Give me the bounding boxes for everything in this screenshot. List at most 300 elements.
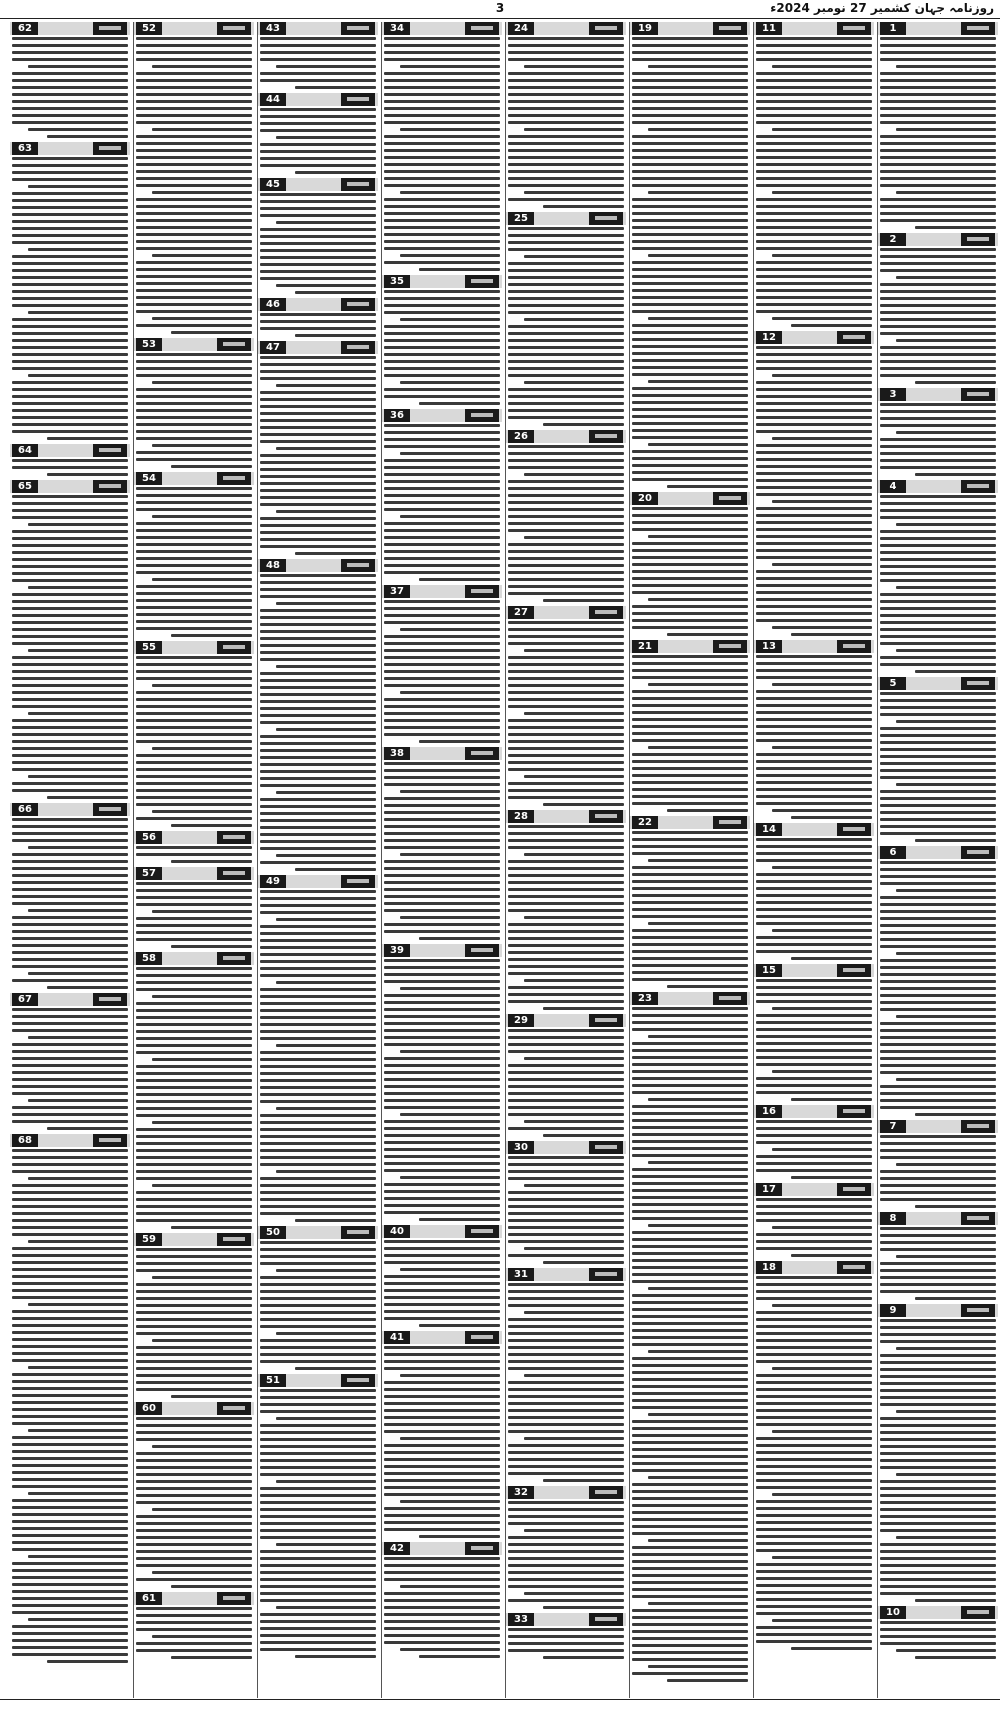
text-line bbox=[632, 1399, 748, 1402]
text-line bbox=[756, 1388, 872, 1391]
news-item bbox=[382, 1225, 502, 1327]
text-line bbox=[632, 1301, 748, 1304]
text-line bbox=[384, 360, 500, 363]
text-line bbox=[508, 1402, 624, 1405]
text-line bbox=[524, 853, 624, 856]
text-line bbox=[880, 1191, 996, 1194]
text-line bbox=[384, 1078, 500, 1081]
news-item-body bbox=[878, 1227, 998, 1300]
text-line bbox=[384, 712, 500, 715]
text-line bbox=[524, 1120, 624, 1123]
text-line bbox=[12, 1254, 128, 1257]
text-line bbox=[880, 1564, 996, 1567]
text-line bbox=[136, 882, 252, 885]
text-line bbox=[880, 1585, 996, 1588]
text-line bbox=[915, 226, 996, 229]
text-line bbox=[632, 1525, 748, 1528]
text-line bbox=[136, 240, 252, 243]
text-line bbox=[632, 366, 748, 369]
news-item-header bbox=[134, 1592, 254, 1605]
text-line bbox=[632, 1133, 748, 1136]
text-line bbox=[12, 1092, 128, 1095]
text-line bbox=[880, 1269, 996, 1272]
text-line bbox=[756, 1605, 872, 1608]
news-item-header bbox=[506, 212, 626, 225]
news-item-body bbox=[506, 1283, 626, 1482]
text-line bbox=[632, 226, 748, 229]
text-line bbox=[756, 1247, 872, 1250]
text-line bbox=[880, 516, 996, 519]
text-line bbox=[508, 114, 624, 117]
text-line bbox=[880, 804, 996, 807]
text-line bbox=[508, 642, 624, 645]
text-line bbox=[880, 642, 996, 645]
news-item-number: 6 bbox=[880, 846, 906, 859]
text-line bbox=[136, 917, 252, 920]
news-logo-icon bbox=[589, 1486, 623, 1499]
text-line bbox=[28, 374, 128, 377]
text-line bbox=[12, 1212, 128, 1215]
news-item-header bbox=[382, 1225, 502, 1238]
text-line bbox=[880, 1508, 996, 1511]
text-line bbox=[384, 1141, 500, 1144]
text-line bbox=[756, 676, 872, 679]
text-line bbox=[384, 1008, 500, 1011]
news-item-body bbox=[878, 861, 998, 1116]
news-item-body bbox=[754, 979, 874, 1101]
text-line bbox=[260, 320, 376, 323]
news-item-body bbox=[878, 1319, 998, 1602]
news-item bbox=[382, 747, 502, 940]
text-line bbox=[260, 193, 376, 196]
text-line bbox=[756, 121, 872, 124]
text-line bbox=[880, 1135, 996, 1138]
text-line bbox=[12, 367, 128, 370]
news-logo-icon bbox=[341, 178, 375, 191]
text-line bbox=[756, 535, 872, 538]
news-logo-icon bbox=[589, 22, 623, 35]
text-line bbox=[12, 1604, 128, 1607]
text-line bbox=[152, 254, 252, 257]
text-line bbox=[12, 79, 128, 82]
news-item-header bbox=[878, 677, 998, 690]
text-line bbox=[260, 1403, 376, 1406]
text-line bbox=[152, 65, 252, 68]
text-line bbox=[136, 1417, 252, 1420]
text-line bbox=[12, 1646, 128, 1649]
text-line bbox=[384, 184, 500, 187]
news-item-number: 66 bbox=[12, 803, 38, 816]
text-line bbox=[896, 720, 996, 723]
text-line bbox=[772, 317, 872, 320]
news-logo-icon bbox=[589, 212, 623, 225]
text-line bbox=[136, 656, 252, 659]
text-line bbox=[543, 803, 624, 806]
text-line bbox=[632, 528, 748, 531]
news-item-header bbox=[506, 1613, 626, 1626]
text-line bbox=[295, 552, 376, 555]
text-line bbox=[508, 874, 624, 877]
text-line bbox=[756, 1056, 872, 1059]
text-line bbox=[384, 346, 500, 349]
news-item bbox=[878, 677, 998, 842]
text-line bbox=[508, 867, 624, 870]
text-line bbox=[756, 690, 872, 693]
text-line bbox=[12, 747, 128, 750]
text-line bbox=[260, 763, 376, 766]
text-line bbox=[756, 852, 872, 855]
text-line bbox=[260, 651, 376, 654]
text-line bbox=[12, 1247, 128, 1250]
text-line bbox=[508, 72, 624, 75]
news-item-header bbox=[10, 803, 130, 816]
text-line bbox=[260, 1564, 376, 1567]
text-line bbox=[880, 1092, 996, 1095]
text-line bbox=[772, 683, 872, 686]
text-line bbox=[880, 1071, 996, 1074]
news-item-header bbox=[258, 22, 378, 35]
text-line bbox=[648, 683, 748, 686]
text-line bbox=[136, 1325, 252, 1328]
text-line bbox=[260, 122, 376, 125]
text-line bbox=[508, 100, 624, 103]
text-line bbox=[384, 1571, 500, 1574]
text-line bbox=[508, 227, 624, 230]
news-item-number: 46 bbox=[260, 298, 286, 311]
text-line bbox=[880, 1459, 996, 1462]
text-line bbox=[756, 1570, 872, 1573]
text-line bbox=[756, 107, 872, 110]
text-line bbox=[136, 275, 252, 278]
text-line bbox=[508, 1423, 624, 1426]
text-line bbox=[276, 1107, 376, 1110]
text-line bbox=[508, 564, 624, 567]
news-item-number: 62 bbox=[12, 22, 38, 35]
text-line bbox=[524, 128, 624, 131]
text-line bbox=[648, 1350, 748, 1353]
text-line bbox=[632, 845, 748, 848]
text-line bbox=[756, 1465, 872, 1468]
text-line bbox=[756, 1591, 872, 1594]
text-line bbox=[524, 775, 624, 778]
news-item bbox=[10, 993, 130, 1130]
text-line bbox=[508, 944, 624, 947]
text-line bbox=[12, 930, 128, 933]
text-line bbox=[772, 437, 872, 440]
text-line bbox=[384, 1367, 500, 1370]
text-line bbox=[880, 593, 996, 596]
text-line bbox=[632, 880, 748, 883]
text-line bbox=[384, 649, 500, 652]
text-line bbox=[632, 781, 748, 784]
text-line bbox=[880, 1382, 996, 1385]
news-column bbox=[381, 22, 502, 1698]
text-line bbox=[260, 468, 376, 471]
text-line bbox=[260, 1037, 376, 1040]
text-line bbox=[632, 626, 748, 629]
text-line bbox=[12, 44, 128, 47]
text-line bbox=[880, 1241, 996, 1244]
text-line bbox=[12, 290, 128, 293]
text-line bbox=[12, 1064, 128, 1067]
text-line bbox=[136, 522, 252, 525]
text-line bbox=[632, 1462, 748, 1465]
text-line bbox=[756, 760, 872, 763]
text-line bbox=[880, 755, 996, 758]
text-line bbox=[12, 614, 128, 617]
text-line bbox=[632, 1483, 748, 1486]
text-line bbox=[756, 753, 872, 756]
text-line bbox=[632, 767, 748, 770]
text-line bbox=[136, 1177, 252, 1180]
text-line bbox=[508, 1472, 624, 1475]
news-logo-icon bbox=[465, 1225, 499, 1238]
text-line bbox=[260, 1142, 376, 1145]
text-line bbox=[12, 537, 128, 540]
text-line bbox=[756, 1458, 872, 1461]
text-line bbox=[508, 1536, 624, 1539]
text-line bbox=[136, 310, 252, 313]
text-line bbox=[12, 1268, 128, 1271]
text-line bbox=[260, 37, 376, 40]
text-line bbox=[384, 1557, 500, 1560]
text-line bbox=[880, 1085, 996, 1088]
news-logo-icon bbox=[589, 430, 623, 443]
text-line bbox=[260, 1079, 376, 1082]
text-line bbox=[632, 37, 748, 40]
text-line bbox=[260, 1093, 376, 1096]
text-line bbox=[791, 1254, 872, 1257]
text-line bbox=[880, 1557, 996, 1560]
text-line bbox=[136, 529, 252, 532]
news-item-header bbox=[258, 559, 378, 572]
news-item-number: 56 bbox=[136, 831, 162, 844]
text-line bbox=[260, 545, 376, 548]
text-line bbox=[756, 1063, 872, 1066]
news-item-number: 27 bbox=[508, 606, 534, 619]
text-line bbox=[12, 923, 128, 926]
news-item-number: 59 bbox=[136, 1233, 162, 1246]
text-line bbox=[12, 1401, 128, 1404]
text-line bbox=[543, 1007, 624, 1010]
news-item-number: 4 bbox=[880, 480, 906, 493]
text-line bbox=[756, 493, 872, 496]
text-line bbox=[136, 374, 252, 377]
news-item-number: 61 bbox=[136, 1592, 162, 1605]
text-line bbox=[756, 1528, 872, 1531]
news-logo-icon bbox=[341, 1226, 375, 1239]
text-line bbox=[12, 621, 128, 624]
text-line bbox=[880, 1248, 996, 1251]
text-line bbox=[136, 691, 252, 694]
text-line bbox=[508, 1177, 624, 1180]
text-line bbox=[508, 241, 624, 244]
text-line bbox=[12, 1380, 128, 1383]
text-line bbox=[508, 58, 624, 61]
text-line bbox=[384, 874, 500, 877]
text-line bbox=[508, 1557, 624, 1560]
text-line bbox=[28, 311, 128, 314]
text-line bbox=[12, 656, 128, 659]
news-item-body bbox=[134, 882, 254, 948]
text-line bbox=[508, 339, 624, 342]
news-item-header bbox=[134, 867, 254, 880]
text-line bbox=[260, 1620, 376, 1623]
text-line bbox=[880, 219, 996, 222]
text-line bbox=[384, 635, 500, 638]
text-line bbox=[260, 517, 376, 520]
text-line bbox=[12, 1275, 128, 1278]
text-line bbox=[12, 1352, 128, 1355]
text-line bbox=[880, 1036, 996, 1039]
text-line bbox=[772, 1070, 872, 1073]
text-line bbox=[632, 114, 748, 117]
text-line bbox=[152, 317, 252, 320]
text-line bbox=[632, 795, 748, 798]
text-line bbox=[400, 987, 500, 990]
text-line bbox=[276, 665, 376, 668]
news-item-body bbox=[506, 445, 626, 602]
text-line bbox=[384, 1317, 500, 1320]
news-logo-icon bbox=[341, 559, 375, 572]
text-line bbox=[772, 809, 872, 812]
news-item-number: 58 bbox=[136, 952, 162, 965]
text-line bbox=[384, 1296, 500, 1299]
text-line bbox=[136, 1255, 252, 1258]
text-line bbox=[136, 1628, 252, 1631]
text-line bbox=[136, 423, 252, 426]
news-item-number: 26 bbox=[508, 430, 534, 443]
text-line bbox=[756, 1381, 872, 1384]
text-line bbox=[384, 156, 500, 159]
text-line bbox=[400, 1050, 500, 1053]
text-line bbox=[12, 1436, 128, 1439]
text-line bbox=[756, 416, 872, 419]
news-logo-icon bbox=[713, 640, 747, 653]
text-line bbox=[136, 72, 252, 75]
text-line bbox=[543, 1134, 624, 1137]
news-column bbox=[10, 22, 130, 1698]
text-line bbox=[136, 768, 252, 771]
text-line bbox=[384, 1592, 500, 1595]
text-line bbox=[632, 718, 748, 721]
text-line bbox=[384, 1423, 500, 1426]
text-line bbox=[136, 58, 252, 61]
text-line bbox=[136, 37, 252, 40]
news-item-body bbox=[134, 487, 254, 637]
text-line bbox=[772, 1226, 872, 1229]
news-item-header bbox=[878, 1304, 998, 1317]
news-item-number: 67 bbox=[12, 993, 38, 1006]
text-line bbox=[136, 1480, 252, 1483]
text-line bbox=[260, 256, 376, 259]
text-line bbox=[12, 1394, 128, 1397]
text-line bbox=[384, 980, 500, 983]
news-item bbox=[754, 1105, 874, 1179]
text-line bbox=[12, 1464, 128, 1467]
text-line bbox=[12, 423, 128, 426]
text-line bbox=[508, 550, 624, 553]
text-line bbox=[384, 529, 500, 532]
text-line bbox=[136, 1649, 252, 1652]
text-line bbox=[384, 233, 500, 236]
text-line bbox=[260, 1072, 376, 1075]
text-line bbox=[171, 824, 252, 827]
text-line bbox=[756, 163, 872, 166]
text-line bbox=[12, 107, 128, 110]
text-line bbox=[508, 325, 624, 328]
text-line bbox=[508, 1127, 624, 1130]
text-line bbox=[12, 495, 128, 498]
text-line bbox=[276, 136, 376, 139]
text-line bbox=[632, 1266, 748, 1269]
news-logo-icon bbox=[589, 1268, 623, 1281]
text-line bbox=[12, 684, 128, 687]
text-line bbox=[260, 1325, 376, 1328]
text-line bbox=[756, 226, 872, 229]
text-line bbox=[136, 1219, 252, 1222]
text-line bbox=[136, 1297, 252, 1300]
text-line bbox=[400, 790, 500, 793]
text-line bbox=[136, 889, 252, 892]
text-line bbox=[880, 502, 996, 505]
text-line bbox=[756, 1598, 872, 1601]
text-line bbox=[756, 1640, 872, 1643]
news-logo-icon bbox=[465, 585, 499, 598]
text-line bbox=[756, 1584, 872, 1587]
text-line bbox=[136, 1037, 252, 1040]
text-line bbox=[260, 1311, 376, 1314]
text-line bbox=[880, 1333, 996, 1336]
text-line bbox=[136, 592, 252, 595]
text-line bbox=[136, 1353, 252, 1356]
text-line bbox=[295, 171, 376, 174]
text-line bbox=[12, 1022, 128, 1025]
text-line bbox=[756, 79, 872, 82]
text-line bbox=[384, 614, 500, 617]
text-line bbox=[136, 1642, 252, 1645]
text-line bbox=[136, 663, 252, 666]
text-line bbox=[632, 289, 748, 292]
text-line bbox=[136, 1163, 252, 1166]
text-line bbox=[896, 649, 996, 652]
text-line bbox=[756, 1507, 872, 1510]
text-line bbox=[632, 711, 748, 714]
text-line bbox=[12, 1506, 128, 1509]
text-line bbox=[632, 1217, 748, 1220]
text-line bbox=[880, 1319, 996, 1322]
text-line bbox=[508, 1395, 624, 1398]
text-line bbox=[276, 221, 376, 224]
text-line bbox=[136, 1170, 252, 1173]
text-line bbox=[880, 1494, 996, 1497]
text-line bbox=[136, 51, 252, 54]
text-line bbox=[136, 1030, 252, 1033]
text-line bbox=[384, 494, 500, 497]
news-item bbox=[754, 640, 874, 819]
text-line bbox=[632, 1112, 748, 1115]
text-line bbox=[136, 967, 252, 970]
text-line bbox=[508, 1050, 624, 1053]
text-line bbox=[632, 901, 748, 904]
text-line bbox=[136, 1466, 252, 1469]
text-line bbox=[896, 1536, 996, 1539]
text-line bbox=[508, 705, 624, 708]
text-line bbox=[260, 581, 376, 584]
text-line bbox=[880, 713, 996, 716]
text-line bbox=[880, 537, 996, 540]
text-line bbox=[384, 1416, 500, 1419]
